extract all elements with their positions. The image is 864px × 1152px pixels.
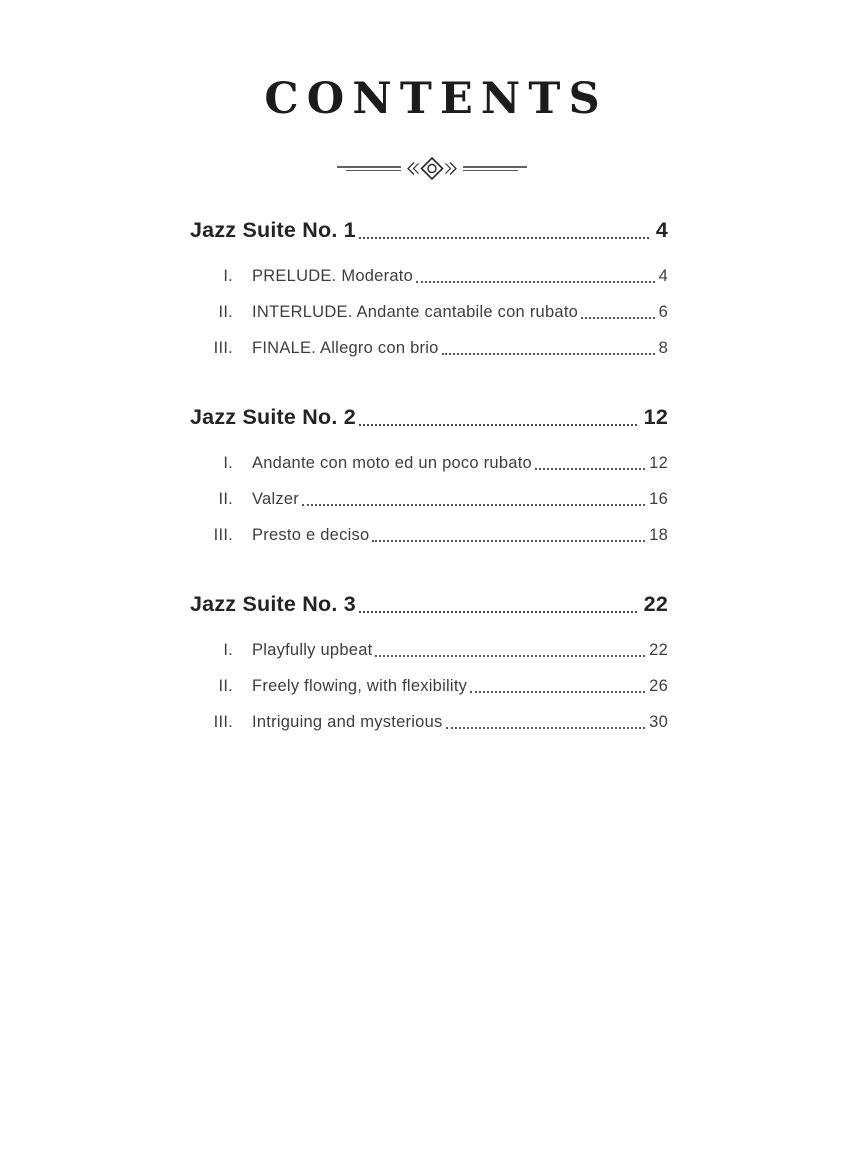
toc-entry-row [190, 336, 668, 358]
toc-section [190, 215, 668, 358]
entry-title: Valzer [252, 490, 300, 509]
dot-leader [372, 540, 645, 542]
entry-numeral: I. [223, 454, 233, 473]
entry-page-number: 8 [658, 339, 668, 358]
entry-page-number: 18 [649, 526, 668, 545]
toc-entry-row [190, 710, 668, 732]
section-title: Jazz Suite No. 3 [190, 592, 356, 617]
section-page-number: 22 [643, 592, 668, 617]
entry-page-number: 6 [658, 303, 668, 322]
entry-numeral: II. [218, 677, 233, 696]
entry-page-number: 16 [649, 490, 668, 509]
entry-title: FINALE. Allegro con brio [252, 339, 439, 358]
entry-numeral: I. [223, 641, 233, 660]
entry-title: INTERLUDE. Andante cantabile con rubato [252, 303, 579, 322]
entry-title: Intriguing and mysterious [252, 713, 443, 732]
toc-entry-row [190, 451, 668, 473]
dot-leader [302, 504, 645, 506]
entry-numeral: II. [218, 490, 233, 509]
section-entries [190, 451, 668, 545]
toc-entry-row [190, 487, 668, 509]
dot-leader [442, 353, 655, 355]
entry-page-number: 30 [649, 713, 668, 732]
section-title: Jazz Suite No. 1 [190, 218, 356, 243]
section-entries [190, 264, 668, 358]
section-heading-row [190, 402, 668, 430]
entry-page-number: 26 [649, 677, 668, 696]
dot-leader [446, 727, 646, 729]
dot-leader [359, 237, 649, 239]
entry-numeral: III. [213, 526, 233, 545]
entry-page-number: 12 [649, 454, 668, 473]
toc-entry-row [190, 674, 668, 696]
page-title: CONTENTS [264, 74, 608, 124]
section-page-number: 4 [655, 218, 668, 243]
dot-leader [359, 424, 637, 426]
section-entries [190, 638, 668, 732]
entry-numeral: II. [218, 303, 233, 322]
toc-entry-row [190, 638, 668, 660]
toc-section [190, 589, 668, 732]
dot-leader [470, 691, 645, 693]
dot-leader [375, 655, 645, 657]
entry-title: Freely flowing, with flexibility [252, 677, 468, 696]
entry-numeral: I. [223, 267, 233, 286]
divider [0, 153, 864, 185]
dot-leader [416, 281, 655, 283]
diamond-ornament-icon [337, 153, 527, 185]
toc-entry-row [190, 523, 668, 545]
dot-leader [359, 611, 637, 613]
entry-page-number: 4 [658, 267, 668, 286]
entry-title: Andante con moto ed un poco rubato [252, 454, 532, 473]
dot-leader [535, 468, 645, 470]
entry-title: Playfully upbeat [252, 641, 373, 660]
section-title: Jazz Suite No. 2 [190, 405, 356, 430]
toc-entry-row [190, 264, 668, 286]
toc [190, 215, 668, 732]
entry-numeral: III. [213, 713, 233, 732]
entry-title: Presto e deciso [252, 526, 370, 545]
dot-leader [581, 317, 654, 319]
entry-title: PRELUDE. Moderato [252, 267, 414, 286]
section-page-number: 12 [643, 405, 668, 430]
section-heading-row [190, 589, 668, 617]
toc-entry-row [190, 300, 668, 322]
section-heading-row [190, 215, 668, 243]
entry-numeral: III. [213, 339, 233, 358]
entry-page-number: 22 [649, 641, 668, 660]
toc-section [190, 402, 668, 545]
